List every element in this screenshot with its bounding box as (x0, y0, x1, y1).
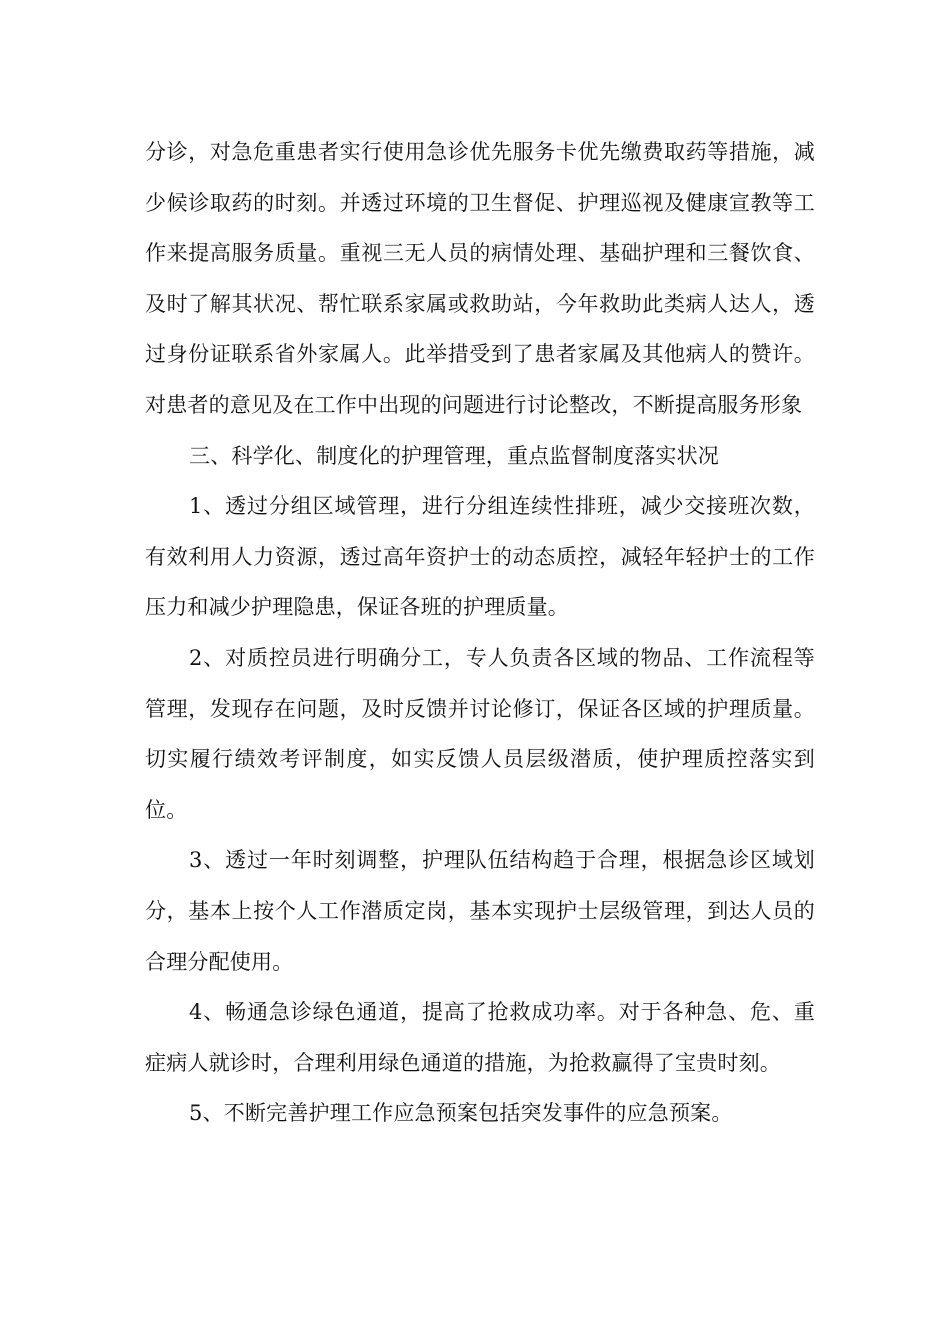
list-item-5: 5、不断完善护理工作应急预案包括突发事件的应急预案。 (189, 1101, 733, 1126)
section-heading-3: 三、科学化、制度化的护理管理，重点监督制度落实状况 (189, 443, 719, 468)
paragraph-continuation: 分诊，对急危重患者实行使用急诊优先服务卡优先缴费取药等措施，减少候诊取药的时刻。并透过环境的卫生督促、护理巡视及健康宣教等工作来提高服务质量。重视三无人员的病情处理、基础护理和三餐饮食、及时了解其状况、帮忙联系家属或救助站，今年救助此类病人达人，透过身份证联系省外家属人。此举措受到了患者家属及其他病人的赞许。对患者的意见及在工作中出现的问题进行讨论整改，不断提高服务形象 (145, 140, 815, 417)
document-body (145, 127, 815, 1139)
list-item-2: 2、对质控员进行明确分工，专人负责各区域的物品、工作流程等管理，发现存在问题，及时反馈并讨论修订，保证各区域的护理质量。切实履行绩效考评制度，如实反馈人员层级潜质，使护理质控落实到位。 (145, 645, 815, 822)
list-item-4: 4、畅通急诊绿色通道，提高了抢救成功率。对于各种急、危、重症病人就诊时，合理利用绿色通道的措施，为抢救赢得了宝贵时刻。 (145, 1000, 815, 1075)
list-item-1: 1、透过分组区域管理，进行分组连续性排班，减少交接班次数，有效利用人力资源，透过高年资护士的动态质控，减轻年轻护士的工作压力和减少护理隐患，保证各班的护理质量。 (145, 494, 815, 620)
list-item-3: 3、透过一年时刻调整，护理队伍结构趋于合理，根据急诊区域划分，基本上按个人工作潜质定岗，基本实现护士层级管理，到达人员的合理分配使用。 (145, 848, 815, 974)
